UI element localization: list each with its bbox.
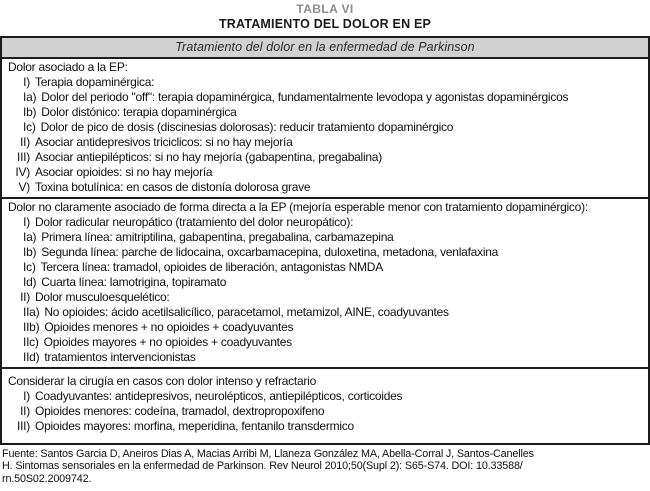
table-row [4, 335, 646, 350]
row-numeral: Ib) [23, 105, 37, 119]
table-header: Tratamiento del dolor en la enfermedad de Parkinson [2, 38, 648, 59]
row-text: Opioides menores: codeína, tramadol, dextropropoxifeno [35, 404, 325, 418]
table-row [4, 374, 646, 389]
row-text: Opioides menores + no opioides + coadyuvantes [44, 320, 294, 334]
row-numeral: Ia) [23, 90, 37, 104]
row-numeral: Ic) [23, 120, 36, 134]
row-numeral: Ic) [23, 260, 36, 274]
row-text: Coadyuvantes: antidepresivos, neurolépticos, antiepilépticos, corticoides [35, 389, 403, 403]
table-label: TABLA VI [296, 2, 354, 16]
section-consider-surgery [2, 367, 648, 443]
row-numeral: I) [23, 75, 30, 89]
table-row [4, 215, 646, 230]
row-numeral: I) [23, 215, 30, 229]
row-text: Opioides mayores: morfina, meperidina, fentanilo transdermico [35, 419, 354, 433]
row-text: Dolor musculoesquelético: [35, 290, 170, 304]
row-text: Asociar opioides: si no hay mejoría [35, 165, 213, 179]
row-text: Primera línea: amitriptilina, gabapentina, pregabalina, carbamazepina [41, 230, 394, 244]
table-row [4, 60, 646, 75]
row-text: No opioides: ácido acetilsalicílico, paracetamol, metamizol, AINE, coadyuvantes [44, 305, 449, 319]
section-pain-associated-with-pd [2, 59, 648, 197]
table-row [4, 200, 646, 215]
row-text: Segunda línea: parche de lidocaina, oxcarbamacepina, duloxetina, metadona, venlafaxina [41, 245, 499, 259]
table-row [4, 135, 646, 150]
table-row [4, 180, 646, 195]
row-text: Dolor de pico de dosis (discinesias dolorosas): reducir tratamiento dopaminérgico [40, 120, 454, 134]
row-text: Terapia dopaminérgica: [35, 75, 155, 89]
page-title: TRATAMIENTO DEL DOLOR EN EP [218, 17, 432, 31]
table-row [4, 105, 646, 120]
row-numeral: Ia) [23, 230, 37, 244]
row-numeral: Id) [23, 275, 37, 289]
row-numeral: II) [20, 404, 30, 418]
row-text: Dolor no claramente asociado de forma directa a la EP (mejoría esperable menor con tratamiento dopaminérgico): [8, 200, 588, 214]
title-block [0, 0, 650, 32]
table-row [4, 75, 646, 90]
row-numeral: Ib) [23, 245, 37, 259]
row-text: Dolor del periodo "off": terapia dopaminérgica, fundamentalmente levodopa y agonistas dopaminérgicos [41, 90, 569, 104]
table-row [4, 245, 646, 260]
row-text: Opioides mayores + no opioides + coadyuvantes [43, 335, 292, 349]
table-row [4, 404, 646, 419]
table-row [4, 320, 646, 335]
row-numeral: V) [18, 180, 30, 194]
row-numeral: III) [17, 150, 30, 164]
row-numeral: IIb) [23, 320, 40, 334]
citation-line: rn.50S02.2009742. [2, 472, 92, 485]
table-row [4, 305, 646, 320]
table-row [4, 230, 646, 245]
row-text: Tercera línea: tramadol, opioides de liberación, antagonistas NMDA [40, 260, 383, 274]
table-row [4, 260, 646, 275]
table-row [4, 165, 646, 180]
table-row [4, 350, 646, 365]
source-citation [0, 448, 650, 485]
table-row [4, 419, 646, 434]
row-text: Considerar la cirugía en casos con dolor intenso y refractario [8, 374, 316, 388]
row-numeral: I) [23, 389, 30, 403]
row-text: Asociar antiepilépticos: si no hay mejoría (gabapentina, pregabalina) [35, 150, 382, 164]
row-numeral: III) [17, 419, 30, 433]
row-text: Asociar antidepresivos triciclicos: si no hay mejoría [35, 135, 293, 149]
row-numeral: IIc) [23, 335, 39, 349]
row-text: Dolor distónico: terapia dopaminérgica [41, 105, 237, 119]
table-row [4, 120, 646, 135]
citation-line: Fuente: Santos Garcia D, Aneiros Dias A, Macias Arribi M, Llaneza González MA, Abella-Corral J, Santos-Canelles [2, 448, 534, 460]
row-text: Toxina botulínica: en casos de distonía dolorosa grave [35, 180, 311, 194]
row-numeral: IV) [15, 165, 30, 179]
table-row [4, 275, 646, 290]
row-text: Cuarta línea: lamotrigina, topiramato [41, 275, 227, 289]
row-numeral: IIa) [23, 305, 40, 319]
table-row [4, 389, 646, 404]
table-row [4, 90, 646, 105]
row-numeral: II) [20, 290, 30, 304]
row-text: Dolor radicular neuropático (tratamiento del dolor neuropático): [35, 215, 354, 229]
table-row [4, 150, 646, 165]
row-numeral: IId) [23, 350, 40, 364]
table-row [4, 290, 646, 305]
section-pain-not-clearly-associated [2, 197, 648, 367]
row-text: Dolor asociado a la EP: [8, 60, 128, 74]
row-text: tratamientos intervencionistas [44, 350, 196, 364]
citation-line: H. Sintomas sensoriales en la enfermedad de Parkinson. Rev Neurol 2010;50(Supl 2): S65-S74. DOI: 10.33588/ [2, 460, 523, 473]
treatment-table [0, 36, 650, 445]
row-numeral: II) [20, 135, 30, 149]
